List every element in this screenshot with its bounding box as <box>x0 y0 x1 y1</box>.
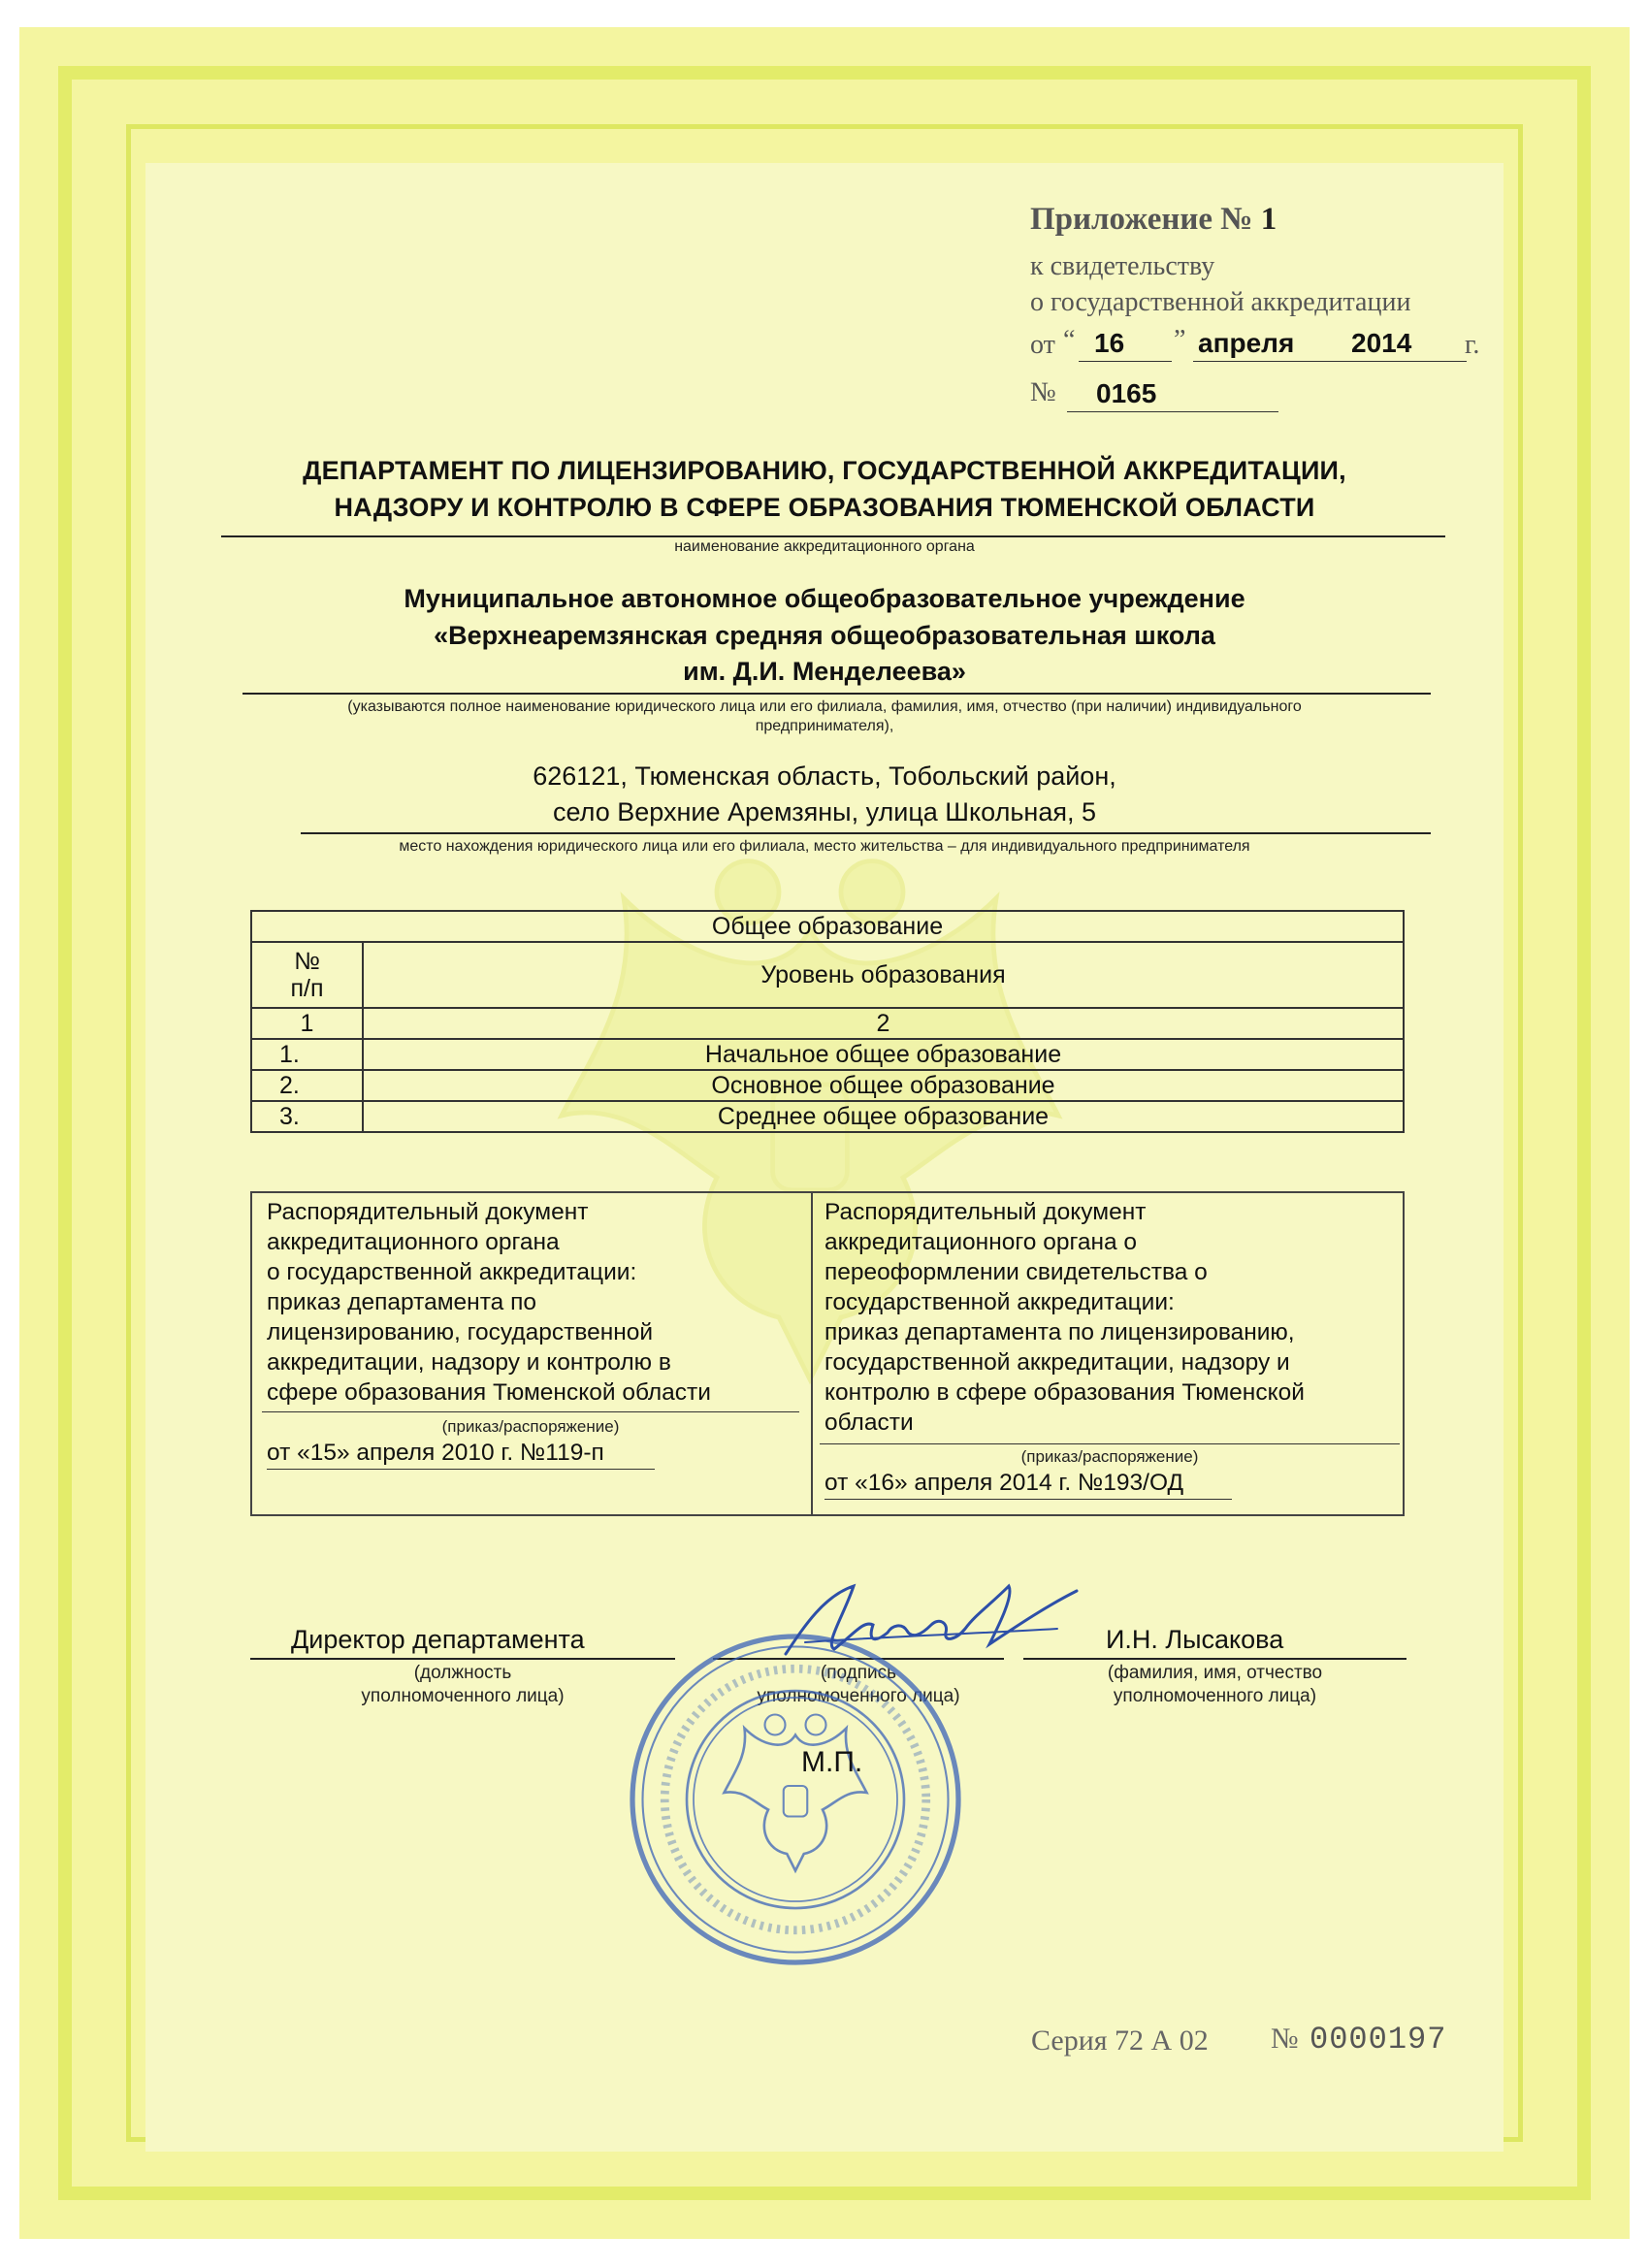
name-caption1: (фамилия, имя, отчество <box>1107 1663 1323 1683</box>
docs-divider <box>811 1193 813 1514</box>
position-underline <box>250 1658 675 1660</box>
row-number: 2. <box>251 1070 363 1101</box>
right-doc-line: приказ департамента по лицензированию, <box>824 1319 1295 1345</box>
right-doc-caption: (приказ/распоряжение) <box>1020 1447 1199 1466</box>
left-doc-line: о государственной аккредитации: <box>267 1259 637 1285</box>
left-doc-line: лицензированию, государственной <box>267 1319 654 1345</box>
authority-line2: НАДЗОРУ И КОНТРОЛЮ В СФЕРЕ ОБРАЗОВАНИЯ ТЮМЕНСКОЙ ОБЛАСТИ <box>334 493 1315 522</box>
left-doc-underline <box>262 1411 799 1412</box>
left-doc-caption: (приказ/распоряжение) <box>441 1417 620 1436</box>
right-doc-line: контролю в сфере образования Тюменской <box>824 1379 1305 1406</box>
address-line2: село Верхние Аремзяны, улица Школьная, 5 <box>553 797 1096 826</box>
right-doc-line: государственной аккредитации, надзору и <box>824 1349 1290 1376</box>
organization-line3: им. Д.И. Менделеева» <box>683 657 966 686</box>
organization-underline <box>242 693 1431 695</box>
date-prefix: от <box>1030 330 1055 360</box>
row-level: Начальное общее образование <box>363 1039 1404 1070</box>
signatory-name: И.Н. Лысакова <box>1106 1625 1284 1654</box>
col-level-header: Уровень образования <box>363 942 1404 1008</box>
table-row <box>251 1039 1404 1070</box>
series-label: Серия 72 А 02 <box>1031 2025 1209 2057</box>
col-number-header: № п/п <box>251 942 363 1008</box>
row-level: Среднее общее образование <box>363 1101 1404 1132</box>
right-doc-line: государственной аккредитации: <box>824 1289 1175 1315</box>
right-doc-ref: от «16» апреля 2014 г. №193/ОД <box>824 1470 1184 1496</box>
left-doc-line: аккредитации, надзору и контролю в <box>267 1349 671 1376</box>
row-number: 1. <box>251 1039 363 1070</box>
day-underline <box>1079 361 1172 362</box>
reg-number: 0165 <box>1096 378 1157 408</box>
right-doc-line: переоформлении свидетельства о <box>824 1259 1208 1285</box>
address-underline <box>301 832 1431 834</box>
left-ref-underline <box>267 1469 655 1470</box>
right-doc-underline <box>820 1443 1400 1444</box>
date-month: апреля <box>1198 328 1295 358</box>
table-title-row <box>251 911 1404 942</box>
organization-caption2: предпринимателя), <box>755 718 894 734</box>
date-year: 2014 <box>1351 328 1412 358</box>
right-doc-text <box>824 1197 1305 1438</box>
reg-number-underline <box>1067 411 1278 412</box>
annex-title <box>1030 202 1277 238</box>
left-doc-text <box>267 1197 711 1408</box>
date-day: 16 <box>1094 328 1125 358</box>
handwritten-signature <box>766 1567 1086 1683</box>
position-caption2: уполномоченного лица) <box>361 1686 565 1706</box>
right-doc-line: области <box>824 1409 914 1436</box>
open-quote: “ <box>1063 325 1076 355</box>
col-index-1: 1 <box>251 1008 363 1039</box>
series-number: 0000197 <box>1310 2022 1447 2057</box>
table-row <box>251 1070 1404 1101</box>
series-num-prefix: № <box>1271 2023 1299 2055</box>
organization-line1: Муниципальное автономное общеобразовательное учреждение <box>404 584 1245 613</box>
left-doc-ref: от «15» апреля 2010 г. №119-п <box>267 1440 604 1466</box>
authority-line1: ДЕПАРТАМЕНТ ПО ЛИЦЕНЗИРОВАНИЮ, ГОСУДАРСТВЕННОЙ АККРЕДИТАЦИИ, <box>303 456 1346 485</box>
authority-underline <box>221 535 1445 537</box>
stamp-place: М.П. <box>801 1746 863 1778</box>
row-level: Основное общее образование <box>363 1070 1404 1101</box>
name-caption2: уполномоченного лица) <box>1113 1686 1317 1706</box>
col-index-2: 2 <box>363 1008 1404 1039</box>
right-ref-underline <box>824 1499 1232 1500</box>
row-number: 3. <box>251 1101 363 1132</box>
reg-num-prefix: № <box>1030 377 1056 407</box>
education-levels-table <box>250 910 1405 1133</box>
signature-caption1: (подпись <box>820 1663 897 1683</box>
position-caption1: (должность <box>413 1663 512 1683</box>
left-doc-line: приказ департамента по <box>267 1289 536 1315</box>
authority-caption: наименование аккредитационного органа <box>674 538 975 555</box>
address-line1: 626121, Тюменская область, Тобольский район, <box>533 761 1116 791</box>
table-header-row <box>251 942 1404 1008</box>
left-doc-line: сфере образования Тюменской области <box>267 1379 711 1406</box>
table-title: Общее образование <box>251 911 1404 942</box>
annex-number: 1 <box>1260 202 1277 237</box>
left-doc-line: Распорядительный документ <box>267 1199 589 1225</box>
left-doc-line: аккредитационного органа <box>267 1229 560 1255</box>
right-doc-line: Распорядительный документ <box>824 1199 1147 1225</box>
close-quote: ” <box>1174 325 1186 355</box>
address-caption: место нахождения юридического лица или его филиала, место жительства – для индивидуального предпринимателя <box>399 838 1250 855</box>
month-year-underline <box>1193 361 1467 362</box>
signature-caption2: уполномоченного лица) <box>757 1686 960 1706</box>
table-index-row <box>251 1008 1404 1039</box>
annex-title-text: Приложение № <box>1030 202 1253 237</box>
annex-line2: о государственной аккредитации <box>1030 287 1411 317</box>
year-suffix: г. <box>1465 330 1480 360</box>
right-doc-line: аккредитационного органа о <box>824 1229 1138 1255</box>
organization-line2: «Верхнеаремзянская средняя общеобразовательная школа <box>434 621 1215 650</box>
organization-caption1: (указываются полное наименование юридического лица или его филиала, фамилия, имя, отчество (при наличии) индивидуального <box>347 698 1302 715</box>
signatory-position: Директор департамента <box>291 1625 585 1654</box>
annex-line1: к свидетельству <box>1030 251 1215 281</box>
table-row <box>251 1101 1404 1132</box>
